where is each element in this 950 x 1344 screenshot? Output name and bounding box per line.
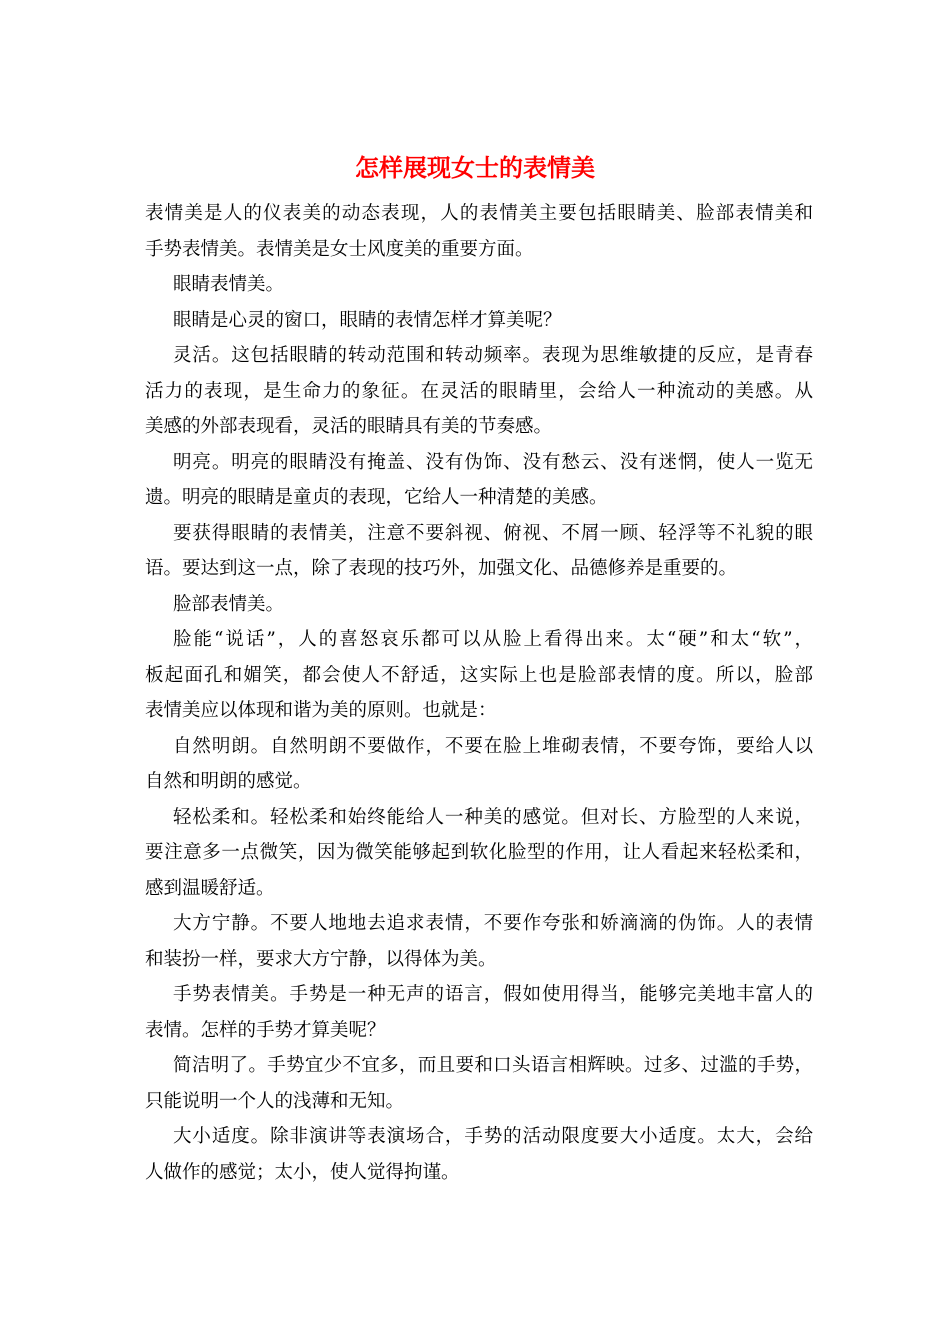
text-line: 灵活。这包括眼睛的转动范围和转动频率。表现为思维敏捷的反应，是青春	[173, 345, 813, 366]
text-line: 眼睛表情美。	[173, 274, 285, 295]
text-line: 轻松柔和。轻松柔和始终能给人一种美的感觉。但对长、方脸型的人来说，	[173, 806, 813, 828]
text-line: 自然和明朗的感觉。	[145, 771, 312, 792]
text-line: 语。要达到这一点，除了表现的技巧外，加强文化、品德修养是重要的。	[145, 558, 738, 579]
text-line: 手势表情美。手势是一种无声的语言，假如使用得当，能够完美地丰富人的	[173, 984, 813, 1005]
text-line: 人做作的感觉；太小，使人觉得拘谨。	[145, 1161, 460, 1183]
text-line: 脸能“说话”，人的喜怒哀乐都可以从脸上看得出来。太“硬”和太“软”，	[173, 629, 813, 650]
text-line: 感到温暖舒适。	[145, 877, 275, 899]
text-line: 明亮。明亮的眼睛没有掩盖、没有伪饰、没有愁云、没有迷惘，使人一览无	[173, 451, 813, 473]
text-line: 遗。明亮的眼睛是童贞的表现，它给人一种清楚的美感。	[145, 487, 608, 508]
document-title: 怎样展现女士的表情美	[355, 153, 595, 182]
text-line: 大方宁静。不要人地地去追求表情，不要作夸张和娇滴滴的伪饰。人的表情	[173, 913, 813, 934]
document-body	[145, 196, 813, 1190]
text-line: 简洁明了。手势宜少不宜多，而且要和口头语言相辉映。过多、过滥的手势，	[173, 1055, 813, 1076]
text-line: 眼睛是心灵的窗口，眼睛的表情怎样才算美呢？	[173, 309, 562, 331]
text-line: 要注意多一点微笑，因为微笑能够起到软化脸型的作用，让人看起来轻松柔和，	[145, 842, 813, 863]
text-line: 脸部表情美。	[173, 593, 285, 615]
text-line: 要获得眼睛的表情美，注意不要斜视、俯视、不屑一顾、轻浮等不礼貌的眼	[173, 522, 813, 544]
text-line: 美感的外部表现看，灵活的眼睛具有美的节奏感。	[145, 416, 553, 437]
text-line: 表情。怎样的手势才算美呢？	[145, 1019, 386, 1041]
text-line: 手势表情美。表情美是女士风度美的重要方面。	[145, 238, 534, 260]
text-line: 活力的表现，是生命力的象征。在灵活的眼睛里，会给人一种流动的美感。从	[145, 380, 813, 402]
text-line: 大小适度。除非演讲等表演场合，手势的活动限度要大小适度。太大，会给	[173, 1126, 813, 1147]
text-line: 表情美是人的仪表美的动态表现，人的表情美主要包括眼睛美、脸部表情美和	[145, 203, 813, 224]
text-line: 自然明朗。自然明朗不要做作，不要在脸上堆砌表情，不要夸饰，要给人以	[173, 735, 813, 757]
text-line: 表情美应以体现和谐为美的原则。也就是：	[145, 700, 497, 721]
text-line: 只能说明一个人的浅薄和无知。	[145, 1090, 405, 1112]
text-line: 和装扮一样，要求大方宁静，以得体为美。	[145, 948, 497, 970]
text-line: 板起面孔和媚笑，都会使人不舒适，这实际上也是脸部表情的度。所以，脸部	[145, 664, 813, 686]
